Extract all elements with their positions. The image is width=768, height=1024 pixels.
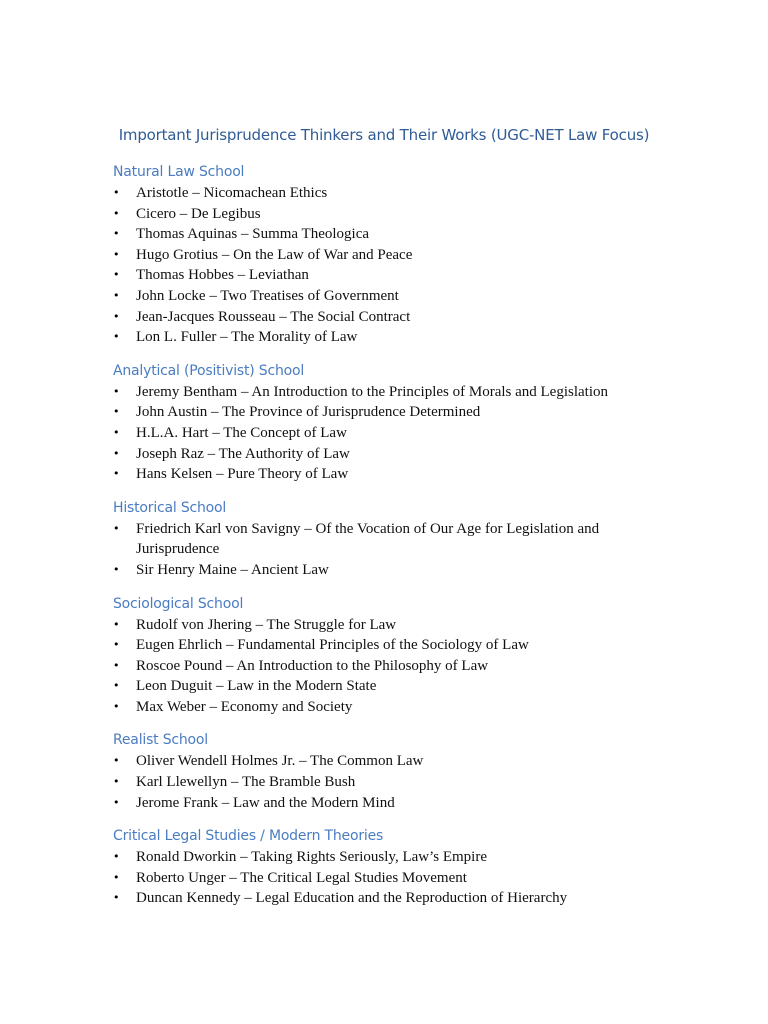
list-item xyxy=(113,423,673,444)
bullet-icon: • xyxy=(113,775,120,789)
document-title: Important Jurisprudence Thinkers and Their Works (UGC-NET Law Focus) xyxy=(118,126,650,144)
list-item xyxy=(113,615,673,636)
document-body xyxy=(113,161,673,921)
list-item xyxy=(113,402,673,423)
list-item xyxy=(113,183,673,204)
list-item xyxy=(113,751,673,772)
item-list xyxy=(113,382,673,485)
bullet-icon: • xyxy=(113,186,120,199)
section-heading: Realist School xyxy=(113,732,208,749)
list-item-text: Aristotle – Nicomachean Ethics xyxy=(136,185,328,201)
list-item-text: Thomas Hobbes – Leviathan xyxy=(136,267,309,284)
bullet-icon: • xyxy=(113,330,120,344)
list-item xyxy=(113,265,673,286)
list-item-text: Max Weber – Economy and Society xyxy=(136,698,353,715)
section-natural-law xyxy=(113,161,673,348)
bullet-icon: • xyxy=(113,617,120,631)
bullet-icon: • xyxy=(113,562,120,576)
section-critical-legal-studies xyxy=(113,825,673,909)
item-list xyxy=(113,519,673,581)
list-item-text: Karl Llewellyn – The Bramble Bush xyxy=(136,774,356,791)
bullet-icon: • xyxy=(113,309,120,323)
section-heading: Historical School xyxy=(113,499,227,516)
list-item-text: H.L.A. Hart – The Concept of Law xyxy=(136,424,347,441)
bullet-icon: • xyxy=(113,446,120,460)
list-item-text: Joseph Raz – The Authority of Law xyxy=(136,445,350,462)
section-heading: Sociological School xyxy=(113,595,244,612)
list-item xyxy=(113,697,673,718)
item-list xyxy=(113,183,673,348)
list-item xyxy=(113,656,673,677)
bullet-icon: • xyxy=(113,227,120,241)
list-item-text: Leon Duguit – Law in the Modern State xyxy=(136,678,377,695)
list-item-text: Sir Henry Maine – Ancient Law xyxy=(136,561,329,578)
item-list xyxy=(113,847,673,909)
list-item xyxy=(113,560,673,581)
section-heading: Natural Law School xyxy=(113,164,245,180)
list-item-text: Eugen Ehrlich – Fundamental Principles of the Sociology of Law xyxy=(136,637,529,654)
bullet-icon: • xyxy=(113,658,120,672)
list-item-text: Hugo Grotius – On the Law of War and Peace xyxy=(136,246,413,263)
bullet-icon: • xyxy=(113,795,120,809)
list-item-text: Duncan Kennedy – Legal Education and the Reproduction of Hierarchy xyxy=(136,890,568,907)
list-item-text: John Locke – Two Treatises of Government xyxy=(136,287,399,304)
bullet-icon: • xyxy=(113,405,120,419)
bullet-icon: • xyxy=(113,384,120,398)
bullet-icon: • xyxy=(113,521,120,535)
list-item xyxy=(113,464,673,485)
bullet-icon: • xyxy=(113,870,120,884)
bullet-icon: • xyxy=(113,467,120,481)
list-item xyxy=(113,224,673,245)
list-item-text: Jerome Frank – Law and the Modern Mind xyxy=(136,794,395,811)
list-item-text: Jean-Jacques Rousseau – The Social Contract xyxy=(136,308,411,325)
list-item-text: Roberto Unger – The Critical Legal Studies Movement xyxy=(136,869,467,886)
item-list xyxy=(113,751,673,813)
bullet-icon: • xyxy=(113,206,120,220)
list-item-text: Roscoe Pound – An Introduction to the Philosophy of Law xyxy=(136,657,489,674)
list-item xyxy=(113,847,673,868)
list-item-text: Friedrich Karl von Savigny – Of the Vocation of Our Age for Legislation and Jurisprudence xyxy=(136,520,600,558)
list-item xyxy=(113,635,673,656)
list-item-text: Ronald Dworkin – Taking Rights Seriously, Law’s Empire xyxy=(136,849,488,866)
list-item xyxy=(113,444,673,465)
list-item xyxy=(113,382,673,403)
list-item xyxy=(113,793,673,814)
list-item xyxy=(113,868,673,889)
section-realist xyxy=(113,729,673,813)
list-item-text: John Austin – The Province of Jurisprudence Determined xyxy=(136,404,481,421)
list-item xyxy=(113,772,673,793)
bullet-icon: • xyxy=(113,638,120,652)
bullet-icon: • xyxy=(113,679,120,693)
list-item xyxy=(113,245,673,266)
list-item xyxy=(113,307,673,328)
bullet-icon: • xyxy=(113,425,120,439)
list-item xyxy=(113,204,673,225)
bullet-icon: • xyxy=(113,268,120,282)
list-item-text: Hans Kelsen – Pure Theory of Law xyxy=(136,466,349,483)
section-historical xyxy=(113,497,673,581)
list-item-text: Cicero – De Legibus xyxy=(136,205,261,222)
list-item xyxy=(113,888,673,909)
section-sociological xyxy=(113,593,673,718)
bullet-icon: • xyxy=(113,247,120,261)
bullet-icon: • xyxy=(113,754,120,768)
bullet-icon: • xyxy=(113,850,120,864)
item-list xyxy=(113,615,673,718)
bullet-icon: • xyxy=(113,288,120,302)
bullet-icon: • xyxy=(113,891,120,905)
list-item-text: Thomas Aquinas – Summa Theologica xyxy=(136,226,370,243)
bullet-icon: • xyxy=(113,699,120,713)
list-item-text: Rudolf von Jhering – The Struggle for Law xyxy=(136,616,397,633)
section-analytical xyxy=(113,360,673,485)
section-heading: Analytical (Positivist) School xyxy=(113,362,305,379)
list-item xyxy=(113,327,673,348)
list-item xyxy=(113,286,673,307)
list-item xyxy=(113,519,673,560)
list-item xyxy=(113,676,673,697)
list-item-text: Lon L. Fuller – The Morality of Law xyxy=(136,329,358,346)
list-item-text: Jeremy Bentham – An Introduction to the Principles of Morals and Legislation xyxy=(136,383,608,400)
section-heading: Critical Legal Studies / Modern Theories xyxy=(113,828,384,845)
list-item-text: Oliver Wendell Holmes Jr. – The Common Law xyxy=(136,753,424,770)
